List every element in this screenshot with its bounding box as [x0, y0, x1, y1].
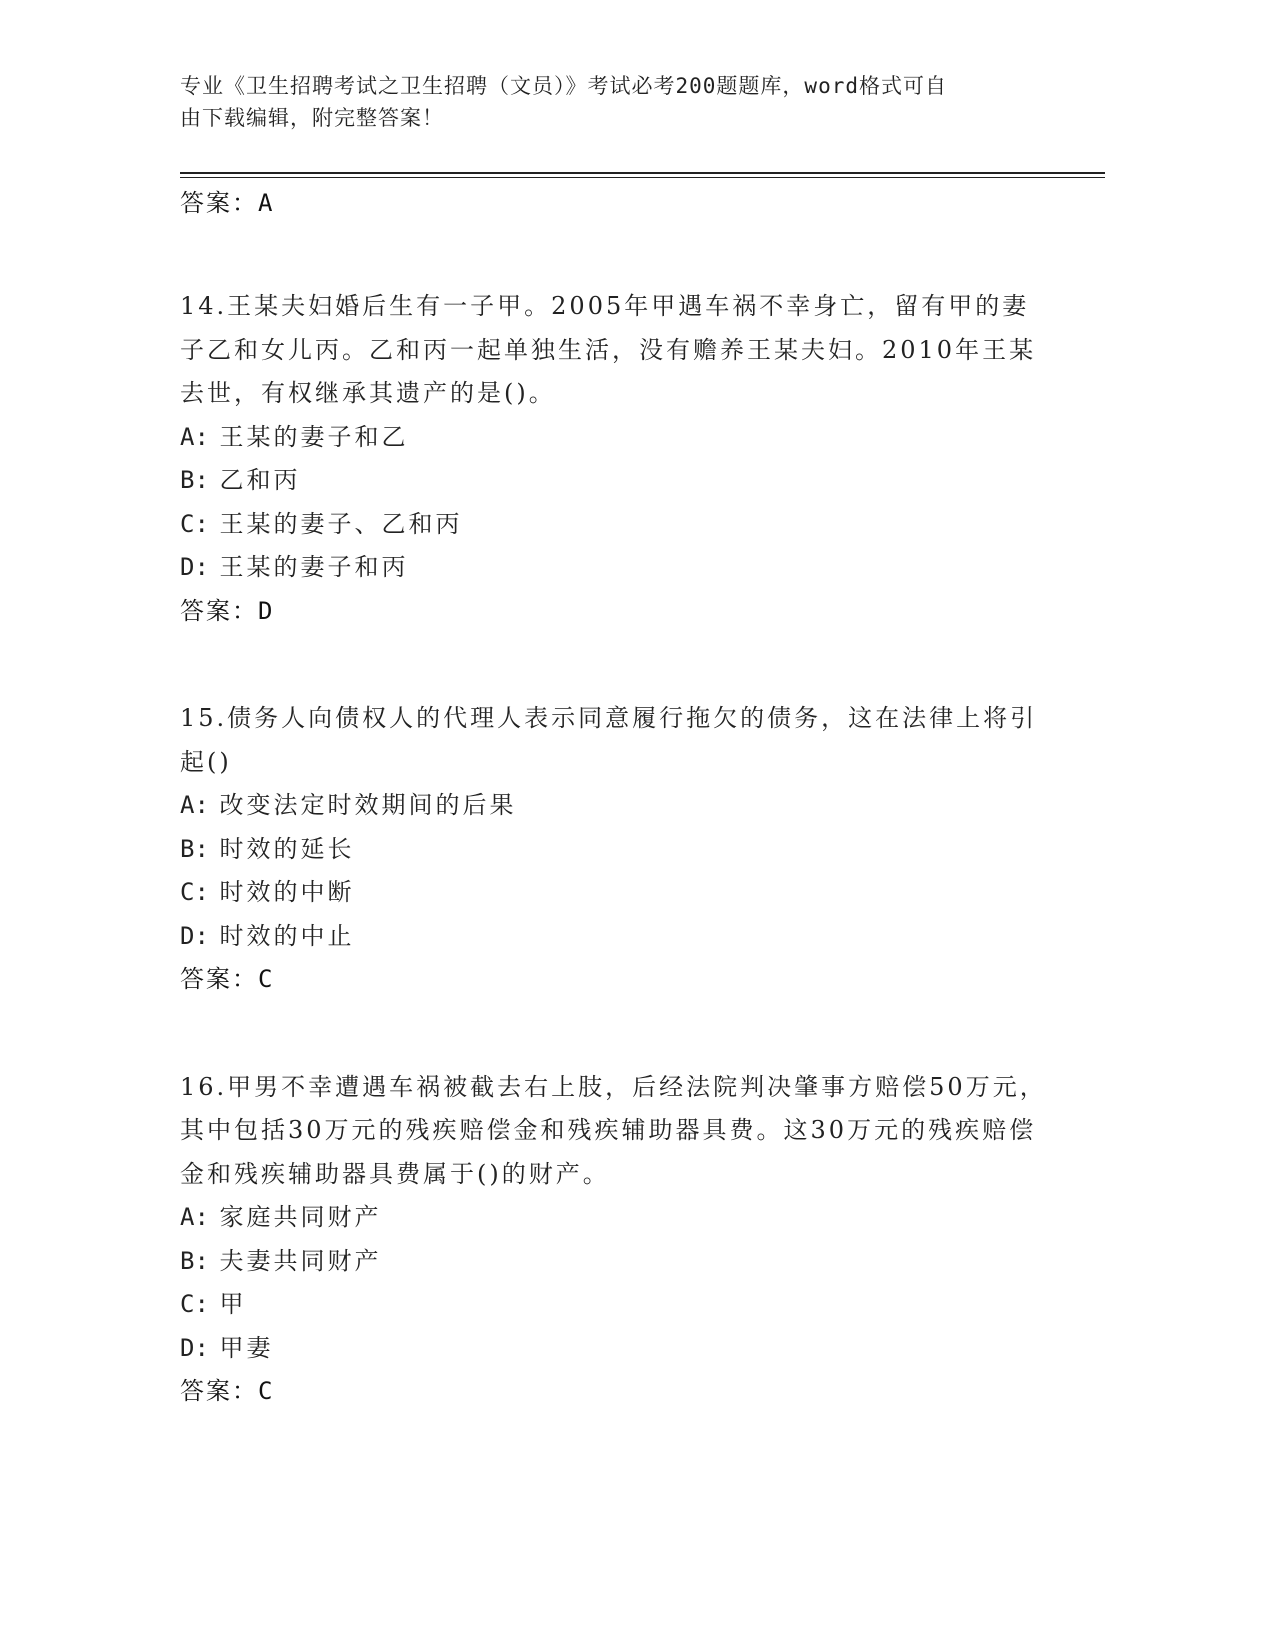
previous-answer	[180, 183, 1050, 223]
option-letter: B:	[180, 466, 209, 494]
option-d	[180, 1327, 1050, 1371]
answer-value: D	[258, 596, 273, 625]
answer-value: A	[258, 189, 273, 217]
header-line-1: 专业《卫生招聘考试之卫生招聘（文员）》考试必考200题题库，word格式可自	[180, 74, 947, 98]
option-letter: D:	[180, 921, 209, 950]
question-text: 16.甲男不幸遭遇车祸被截去右上肢，后经法院判决肇事方赔偿50万元，其中包括30万元的残疾赔偿金和残疾辅助器具费。这30万元的残疾赔偿金和残疾辅助器具费属于()的财产。	[180, 1072, 1047, 1188]
option-text: 家庭共同财产	[219, 1203, 382, 1231]
option-text: 时效的中断	[219, 878, 355, 906]
option-c	[180, 871, 1050, 915]
option-text: 王某的妻子和乙	[219, 422, 409, 451]
option-c	[180, 503, 1050, 547]
option-a	[180, 784, 1050, 828]
option-text: 王某的妻子、乙和丙	[219, 509, 463, 538]
answer-label: 答案：	[180, 189, 258, 217]
option-text: 甲	[219, 1290, 247, 1318]
option-letter: C:	[180, 1290, 209, 1318]
answer-label: 答案：	[180, 596, 258, 625]
answer	[180, 590, 1050, 634]
option-c	[180, 1283, 1050, 1327]
option-letter: A:	[180, 791, 209, 819]
option-letter: D:	[180, 1333, 209, 1362]
header-line-2: 由下载编辑，附完整答案！	[180, 106, 444, 130]
answer-value: C	[258, 965, 273, 993]
option-b	[180, 459, 1050, 503]
answer	[180, 958, 1050, 1002]
option-b	[180, 1240, 1050, 1284]
option-a	[180, 416, 1050, 460]
option-letter: B:	[180, 834, 209, 863]
answer-label: 答案：	[180, 965, 258, 993]
option-letter: D:	[180, 553, 209, 581]
option-letter: A:	[180, 1203, 209, 1231]
option-letter: A:	[180, 422, 209, 451]
question-14	[180, 285, 1050, 633]
option-b	[180, 828, 1050, 872]
question-16	[180, 1066, 1050, 1414]
option-letter: C:	[180, 878, 209, 906]
option-text: 夫妻共同财产	[219, 1246, 382, 1275]
option-text: 时效的延长	[219, 834, 355, 863]
option-text: 时效的中止	[219, 921, 355, 950]
question-text: 14.王某夫妇婚后生有一子甲。2005年甲遇车祸不幸身亡，留有甲的妻子乙和女儿丙。乙和丙一起单独生活，没有赡养王某夫妇。2010年王某去世，有权继承其遗产的是()。	[180, 292, 1037, 407]
option-text: 乙和丙	[219, 466, 301, 494]
answer-value: C	[258, 1377, 273, 1405]
answer	[180, 1370, 1050, 1414]
option-text: 改变法定时效期间的后果	[219, 791, 517, 819]
option-a	[180, 1196, 1050, 1240]
option-text: 甲妻	[219, 1333, 274, 1362]
option-letter: C:	[180, 509, 209, 538]
question-15	[180, 697, 1050, 1002]
option-d	[180, 546, 1050, 590]
option-d	[180, 915, 1050, 959]
answer-label: 答案：	[180, 1377, 258, 1405]
option-text: 王某的妻子和丙	[219, 553, 409, 581]
document-body	[180, 183, 1050, 1414]
option-letter: B:	[180, 1246, 209, 1275]
question-text: 15.债务人向债权人的代理人表示同意履行拖欠的债务，这在法律上将引起()	[180, 704, 1038, 776]
header-divider-thick	[180, 172, 1105, 174]
header-divider-thin	[180, 177, 1105, 178]
page-header	[180, 70, 1040, 134]
